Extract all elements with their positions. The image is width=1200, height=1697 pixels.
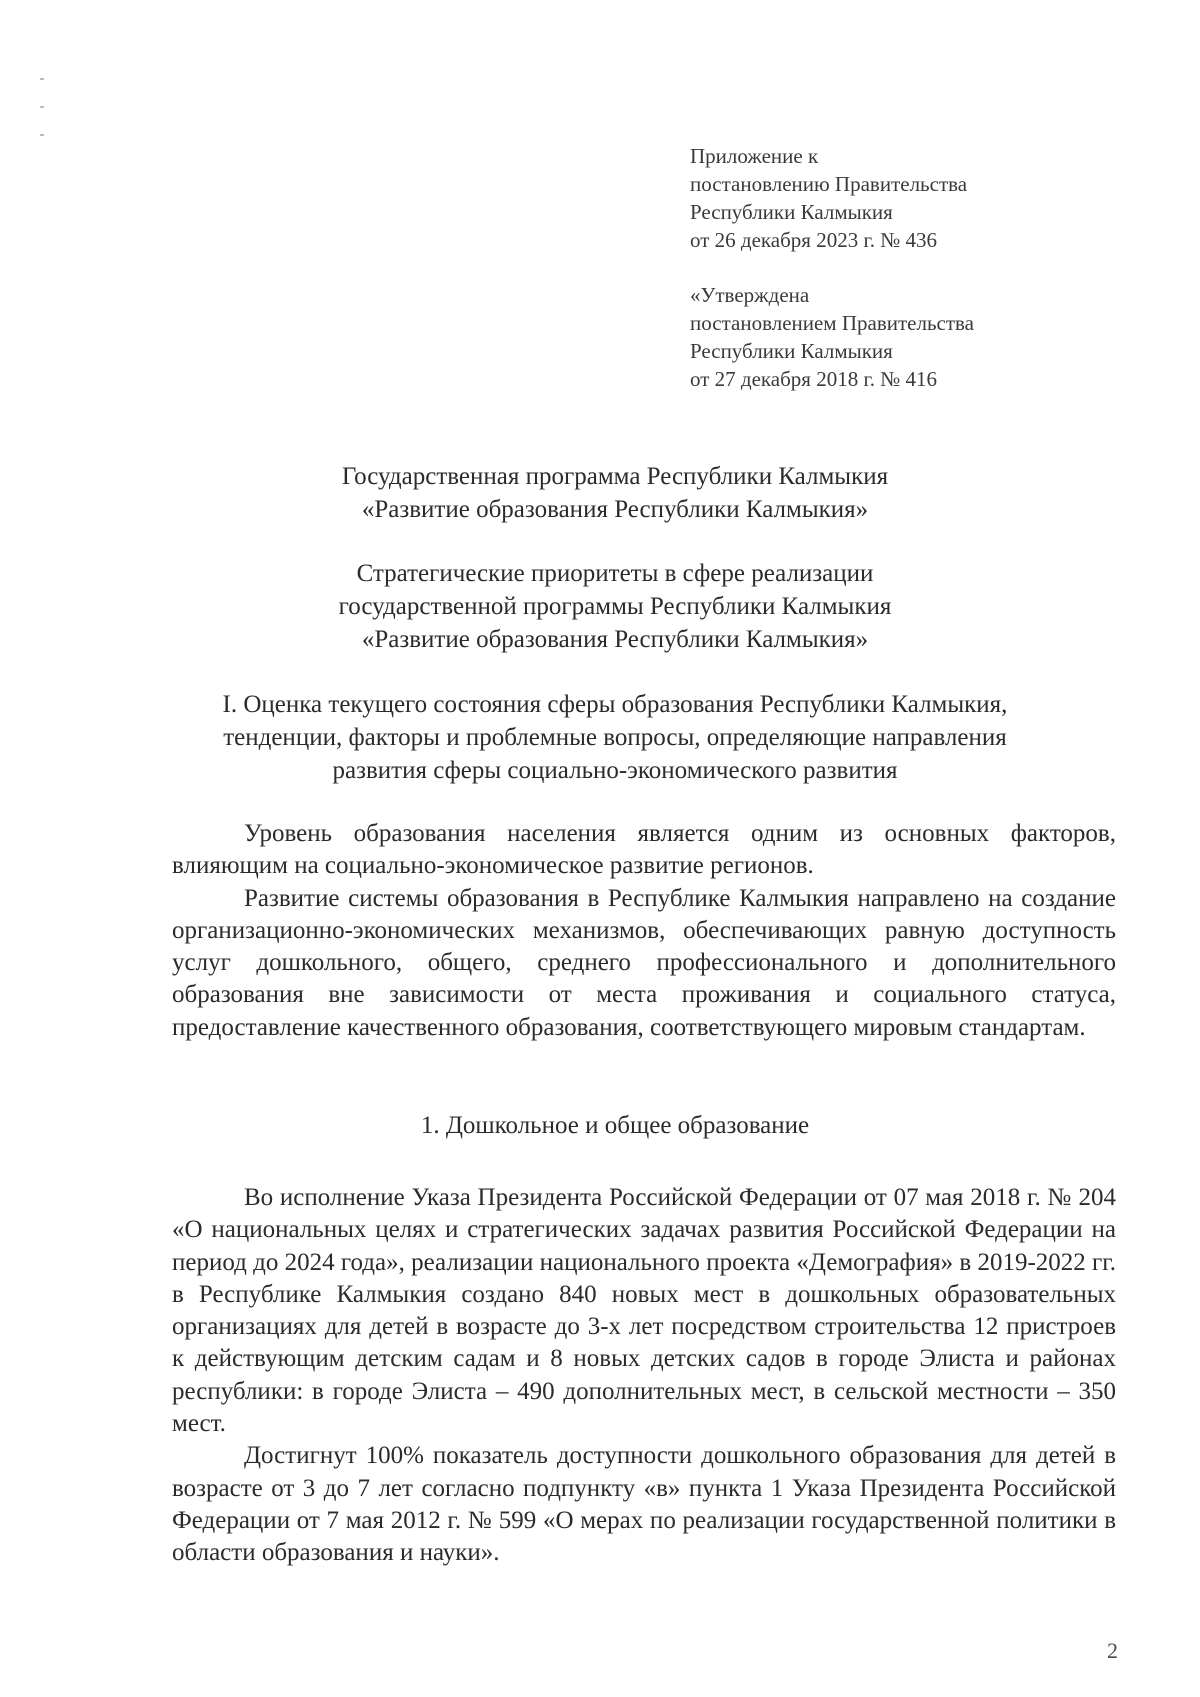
- main-text: [172, 1182, 1116, 1570]
- program-title-line: «Развитие образования Республики Калмыкия»: [361, 496, 869, 523]
- subsection-title-line: 1. Дошкольное и общее образование: [420, 1112, 810, 1139]
- program-title: [120, 460, 1110, 526]
- page-number: 2: [1107, 1638, 1118, 1663]
- intro-text: [172, 818, 1116, 1044]
- program-title-line: Государственная программа Республики Калмыкия: [341, 463, 889, 490]
- appendix-line: от 26 декабря 2023 г. № 436: [690, 228, 937, 252]
- section-title-line: тенденции, факторы и проблемные вопросы, определяющие направления: [223, 724, 1007, 751]
- subsection-title: [120, 1109, 1110, 1142]
- strategic-title-line: «Развитие образования Республики Калмыкия»: [361, 626, 869, 653]
- appendix-note: [690, 142, 1130, 254]
- paragraph: Уровень образования населения является одним из основных факторов, влияющим на социально-экономическое развитие регионов.: [172, 820, 1116, 880]
- paragraph: Во исполнение Указа Президента Российской Федерации от 07 мая 2018 г. № 204 «О национальных целях и стратегических задачах развития Российской Федерации на период до 2024 года», реализации национального проекта «Демография» в 2019-2022 гг. в Республике Калмыкия создано 840 новых мест в дошкольных образовательных организациях для детей в возрасте до 3-х лет посредством строительства 12 пристроев к действующим детским садам и 8 новых детских садов в городе Элиста и районах республики: в городе Элиста – 490 дополнительных мест, в сельской местности – 350 мест.: [172, 1184, 1116, 1438]
- approval-line: Республики Калмыкия: [690, 339, 893, 363]
- section-title: [120, 688, 1110, 787]
- strategic-title-line: государственной программы Республики Калмыкия: [338, 593, 892, 620]
- strategic-priorities-title: [120, 557, 1110, 656]
- paragraph: Достигнут 100% показатель доступности дошкольного образования для детей в возрасте от 3 до 7 лет согласно подпункту «в» пункта 1 Указа Президента Российской Федерации от 7 мая 2012 г. № 599 «О мерах по реализации государственной политики в области образования и науки».: [172, 1442, 1116, 1567]
- appendix-line: Республики Калмыкия: [690, 200, 893, 224]
- paragraph: Развитие системы образования в Республике Калмыкия направлено на создание организационно-экономических механизмов, обеспечивающих равную доступность услуг дошкольного, общего, среднего профессионального и дополнительного образования вне зависимости от места проживания и социального статуса, предоставление качественного образования, соответствующего мировым стандартам.: [172, 884, 1116, 1041]
- appendix-line: постановлению Правительства: [690, 172, 968, 196]
- approval-line: «Утверждена: [690, 283, 810, 307]
- approval-line: от 27 декабря 2018 г. № 416: [690, 367, 937, 391]
- section-title-line: развития сферы социально-экономического развития: [332, 757, 898, 784]
- section-title-line: I. Оценка текущего состояния сферы образования Республики Калмыкия,: [222, 691, 1008, 718]
- scan-margin-marks: [40, 78, 52, 162]
- appendix-line: Приложение к: [690, 144, 819, 168]
- approval-note: [690, 281, 1130, 393]
- approval-line: постановлением Правительства: [690, 311, 975, 335]
- strategic-title-line: Стратегические приоритеты в сфере реализации: [356, 560, 874, 587]
